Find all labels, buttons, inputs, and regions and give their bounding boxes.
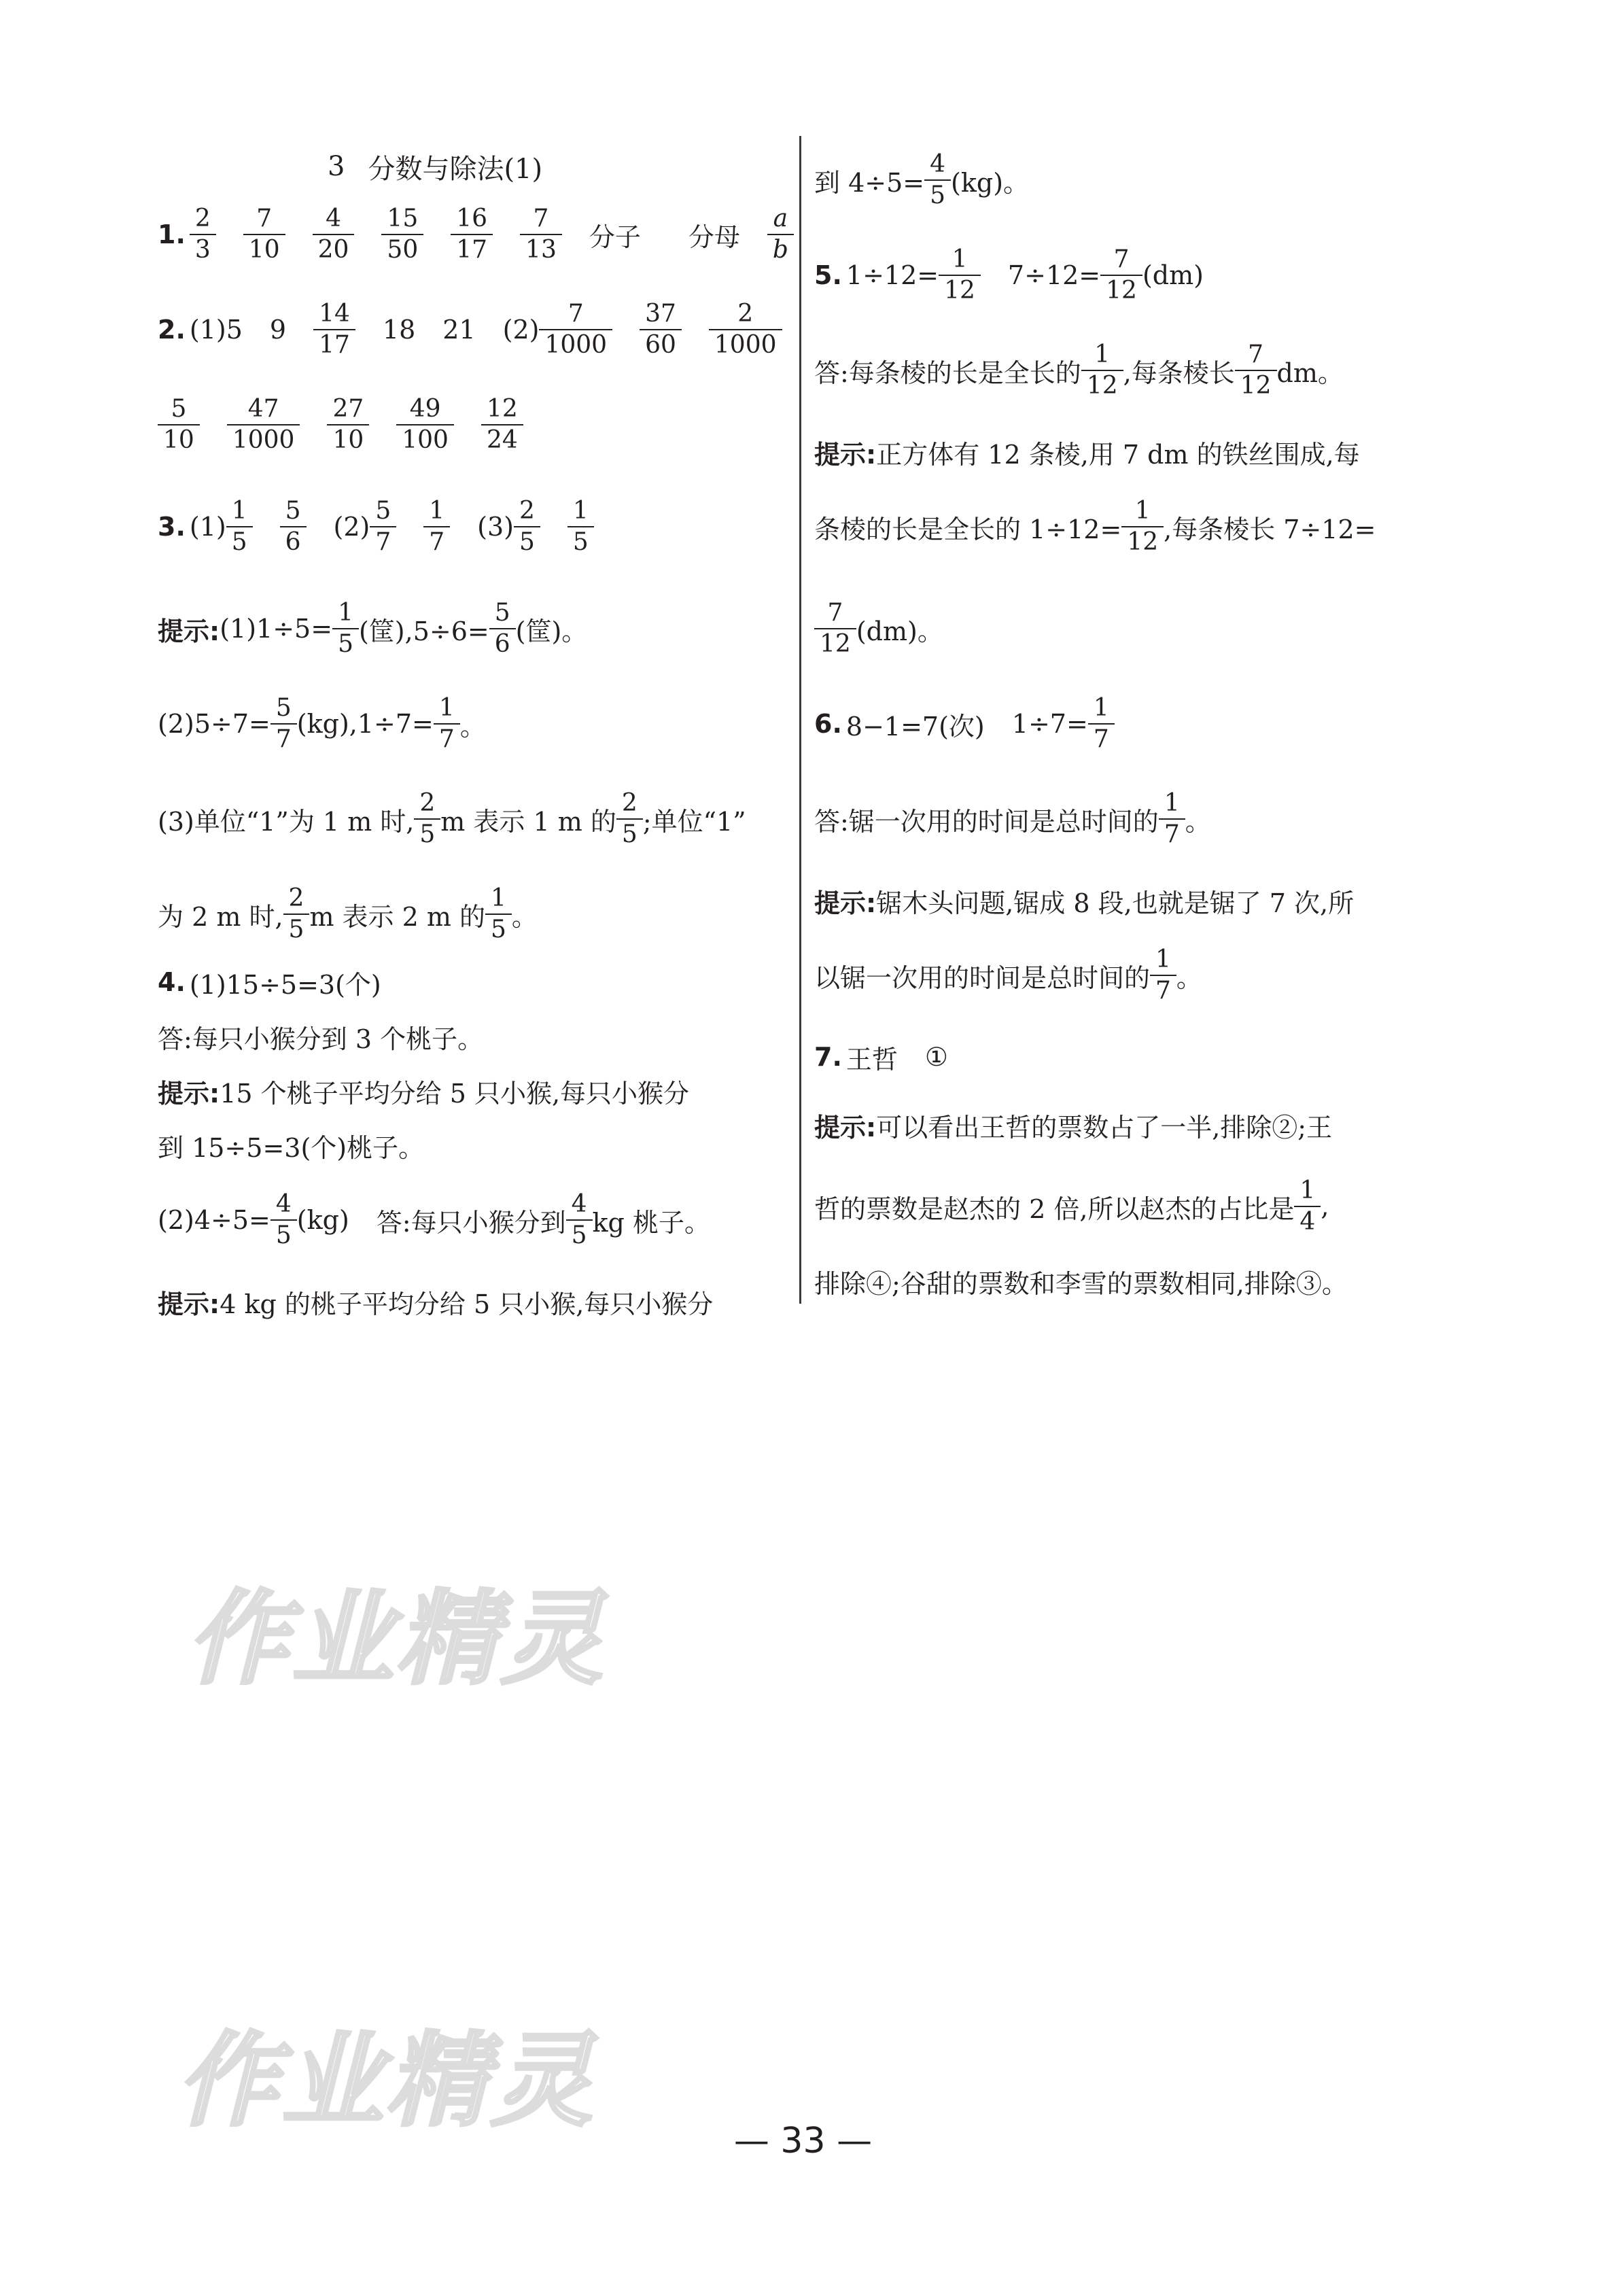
fraction: $\frac{1}{7}$	[426, 498, 447, 557]
fraction: $\frac{47}{1000}$	[230, 396, 298, 455]
fraction: $\frac{2}{5}$	[517, 498, 538, 557]
answer-5: 答:每条棱的长是全长的 $\frac{1}{12}$ ,每条棱长 $\frac{7}{12}$ dm。	[814, 340, 1344, 400]
page-number: — 33 —	[733, 2121, 873, 2161]
hint-4-part-2-line-1: 提示: 4 kg 的桃子平均分给 5 只小猴,每只小猴分	[158, 1289, 714, 1319]
fraction: $\frac{4}{20}$	[315, 205, 352, 264]
fraction: $\frac{5}{7}$	[273, 695, 294, 754]
section-title-text: 分数与除法(1)	[368, 153, 543, 185]
hint-3-line-2: (2)5÷7= $\frac{5}{7}$ (kg),1÷7= $\frac{1}{7}$ 。	[158, 693, 486, 753]
fraction: $\frac{2}{5}$	[619, 790, 640, 849]
watermark-logo: 作业精灵	[187, 1580, 606, 1699]
fraction: $\frac{1}{7}$	[436, 695, 457, 754]
question-5: 5. 1÷12= $\frac{1}{12}$ 7÷12= $\frac{7}{12}$ (dm)	[814, 245, 1204, 305]
fraction: $\frac{12}{24}$	[484, 396, 521, 455]
section-number: 3	[328, 151, 345, 182]
hint-5-line-3: $\frac{7}{12}$ (dm)。	[814, 598, 943, 659]
fraction: $\frac{1}{5}$	[229, 498, 250, 557]
answer-6: 答:锯一次用的时间是总时间的 $\frac{1}{7}$ 。	[814, 788, 1211, 848]
hint-3-line-1: 提示: (1)1÷5= $\frac{1}{5}$ (筐),5÷6= $\frac{5}{6}$ (筐)。	[158, 598, 588, 658]
question-4-part-2: (2)4÷5= $\frac{4}{5}$ (kg) 答:每只小猴分到 $\frac{4}{5}$ kg 桃子。	[158, 1189, 710, 1249]
fraction: $\frac{1}{5}$	[335, 599, 356, 659]
fraction: $\frac{5}{6}$	[283, 498, 304, 557]
question-4-part-1: 4. (1)15÷5=3(个)	[158, 967, 381, 1000]
fraction: $\frac{2}{1000}$	[712, 300, 780, 360]
hint-4-part-2-line-2: 到 4÷5= $\frac{4}{5}$ (kg)。	[814, 150, 1030, 209]
fraction: $\frac{1}{12}$	[1084, 341, 1121, 400]
watermark-logo: 作业精灵	[177, 2022, 596, 2140]
fraction: $\frac{7}{13}$	[523, 205, 559, 264]
fraction: $\frac{1}{4}$	[1297, 1177, 1318, 1236]
section-title	[328, 136, 542, 197]
fraction: $\frac{1}{7}$	[1162, 790, 1183, 849]
fraction: $\frac{1}{7}$	[1091, 695, 1112, 754]
fraction: $\frac{2}{5}$	[286, 885, 307, 944]
question-6: 6. 8−1=7(次) 1÷7= $\frac{1}{7}$	[814, 693, 1115, 754]
question-2-row-2	[158, 394, 523, 455]
fraction: $\frac{1}{7}$	[1153, 946, 1174, 1005]
fraction: $\frac{7}{12}$	[817, 599, 854, 659]
hint-4-line-2: 到 15÷5=3(个)桃子。	[158, 1132, 425, 1163]
question-3: 3. (1) $\frac{1}{5}$ $\frac{5}{6}$ (2) $\frac{5}{7}$ $\frac{1}{7}$ (3) $\frac{2}{5}$ $\frac{1}{5}$	[158, 496, 594, 557]
hint-6-line-1: 提示: 锯木头问题,锯成 8 段,也就是锯了 7 次,所	[814, 888, 1355, 918]
fraction: $\frac{1}{12}$	[1124, 498, 1161, 557]
fraction: $\frac{27}{10}$	[330, 396, 366, 455]
fraction: $\frac{1}{5}$	[488, 885, 509, 944]
question-1: 1. $\frac{2}{3}$ $\frac{7}{10}$ $\frac{4}{20}$ $\frac{15}{50}$ $\frac{16}{17}$ $\frac{7}{13}$ 分子 分母 $\frac{a}{b}$	[158, 204, 794, 265]
fraction: $\frac{4}{5}$	[927, 151, 948, 210]
fraction: $\frac{7}{12}$	[1103, 246, 1140, 305]
fraction: $\frac{15}{50}$	[384, 205, 421, 264]
fraction: $\frac{1}{5}$	[570, 498, 591, 557]
fraction: $\frac{49}{100}$	[399, 396, 451, 455]
hint-7-line-3: 排除④;谷甜的票数和李雪的票数相同,排除③。	[814, 1268, 1348, 1299]
fraction: $\frac{2}{5}$	[417, 790, 438, 849]
fraction: $\frac{5}{10}$	[160, 396, 197, 455]
column-divider	[799, 136, 801, 1304]
fraction: $\frac{7}{1000}$	[542, 300, 610, 360]
fraction: $\frac{16}{17}$	[453, 205, 490, 264]
fraction: $\frac{14}{17}$	[316, 300, 353, 360]
hint-4-line-1: 提示: 15 个桃子平均分给 5 只小猴,每只小猴分	[158, 1078, 690, 1109]
fraction: $\frac{5}{6}$	[492, 599, 513, 659]
fraction: $\frac{2}{3}$	[192, 205, 213, 264]
fraction: $\frac{1}{12}$	[941, 246, 978, 305]
hint-6-line-2: 以锯一次用的时间是总时间的 $\frac{1}{7}$ 。	[814, 945, 1202, 1005]
hint-5-line-1: 提示: 正方体有 12 条棱,用 7 dm 的铁丝围成,每	[814, 439, 1360, 470]
fraction: $\frac{37}{60}$	[642, 300, 679, 360]
question-7: 7. 王哲 ①	[814, 1042, 948, 1075]
hint-5-line-2: 条棱的长是全长的 1÷12= $\frac{1}{12}$ ,每条棱长 7÷12=	[814, 496, 1376, 556]
fraction-a-over-b: $\frac{a}{b}$	[770, 205, 791, 264]
fraction: $\frac{4}{5}$	[569, 1191, 590, 1250]
fraction: $\frac{5}{7}$	[372, 498, 394, 557]
hint-7-line-1: 提示: 可以看出王哲的票数占了一半,排除②;王	[814, 1112, 1333, 1143]
fraction: $\frac{7}{12}$	[1238, 341, 1274, 400]
hint-7-line-2: 哲的票数是赵杰的 2 倍,所以赵杰的占比是 $\frac{1}{4}$ ,	[814, 1176, 1329, 1236]
answer-4-part-1: 答:每只小猴分到 3 个桃子。	[158, 1024, 484, 1054]
fraction: $\frac{7}{10}$	[246, 205, 283, 264]
hint-3-line-4: 为 2 m 时, $\frac{2}{5}$ m 表示 2 m 的 $\frac{1}{5}$ 。	[158, 884, 538, 943]
fraction: $\frac{4}{5}$	[273, 1191, 294, 1250]
question-2: 2. (1)5 9 $\frac{14}{17}$ 18 21 (2) $\frac{7}{1000}$ $\frac{37}{60}$ $\frac{2}{1000}$	[158, 299, 782, 360]
hint-3-line-3: (3)单位“1”为 1 m 时, $\frac{2}{5}$ m 表示 1 m 的 $\frac{2}{5}$ ;单位“1”	[158, 788, 746, 848]
